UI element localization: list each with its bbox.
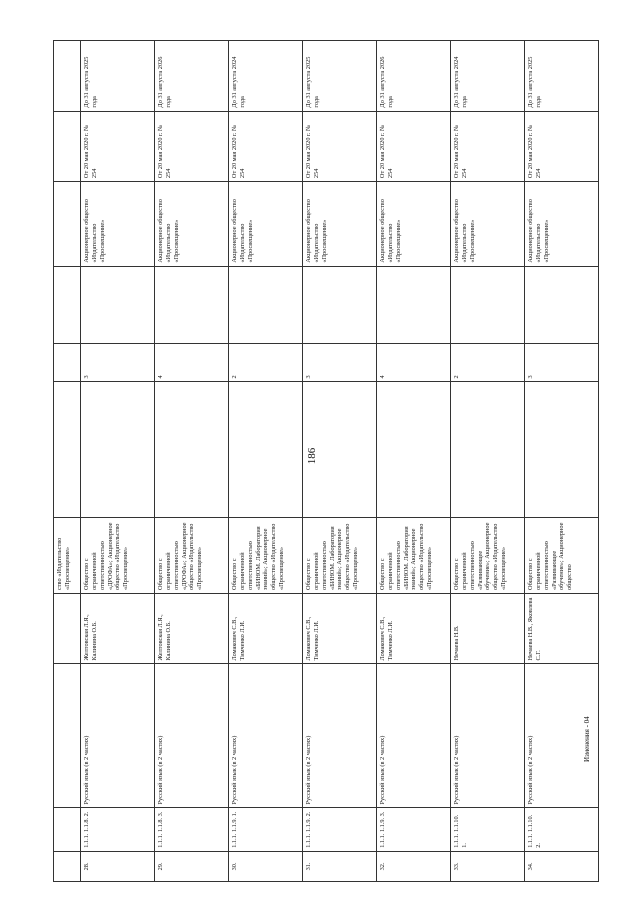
row-number: 33. <box>451 851 525 881</box>
row-authors: Желтовская Л.Я., Калинина О.Б. <box>81 593 155 664</box>
row-publisher: Общество с ограниченной ответственностью «ДРОФА»; Акционерное общество «Издательство «Просвещение» <box>155 518 229 594</box>
row-order: От 20 мая 2020 г. № 254 <box>155 111 229 182</box>
row-empty-cell <box>525 266 599 344</box>
row-empty-cell <box>81 266 155 344</box>
row-empty-cell <box>155 266 229 344</box>
row-legal-entity: Акционерное общество «Издательство «Просвещение» <box>525 182 599 267</box>
row-order: От 20 мая 2020 г. № 254 <box>229 111 303 182</box>
table-cell <box>54 344 81 382</box>
row-order: От 20 мая 2020 г. № 254 <box>377 111 451 182</box>
row-authors: Нечаева Н.В., Яковлева С.Г. <box>525 593 599 664</box>
row-code: 1.1.1. 1.1.10. 2. <box>525 808 599 851</box>
row-publisher: Общество с ограниченной ответственностью «Развивающее обучение»; Акционерное общество «Издательство «Просвещение» <box>451 518 525 594</box>
row-code: 1.1.1. 1.1.9. 2. <box>303 808 377 851</box>
table-row <box>303 41 377 882</box>
row-term: До 31 августа 2026 года <box>155 41 229 112</box>
row-number: 30. <box>229 851 303 881</box>
row-legal-entity: Акционерное общество «Издательство «Просвещение» <box>155 182 229 267</box>
table-row <box>377 41 451 882</box>
row-code: 1.1.1. 1.1.9. 3. <box>377 808 451 851</box>
row-grade: 4 <box>377 344 451 382</box>
row-number: 28. <box>81 851 155 881</box>
row-title: Русский язык (в 2 частях) <box>303 664 377 808</box>
table-row <box>155 41 229 882</box>
table-row <box>451 41 525 882</box>
table-cell <box>54 518 81 594</box>
row-order: От 20 мая 2020 г. № 254 <box>303 111 377 182</box>
row-grade: 3 <box>303 344 377 382</box>
row-empty-cell <box>377 266 451 344</box>
row-empty-cell <box>229 382 303 518</box>
row-grade: 2 <box>229 344 303 382</box>
table-cell <box>54 41 81 112</box>
row-grade: 3 <box>81 344 155 382</box>
row-grade: 2 <box>451 344 525 382</box>
row-legal-entity: Акционерное общество «Издательство «Просвещение» <box>81 182 155 267</box>
row-empty-cell <box>377 382 451 518</box>
row-term: До 31 августа 2024 года <box>451 41 525 112</box>
row-grade: 4 <box>155 344 229 382</box>
row-number: 34. <box>525 851 599 881</box>
row-code: 1.1.1. 1.1.9. 1. <box>229 808 303 851</box>
row-legal-entity: Акционерное общество «Издательство «Просвещение» <box>303 182 377 267</box>
row-empty-cell <box>155 382 229 518</box>
row-code: 1.1.1. 1.1.8. 2. <box>81 808 155 851</box>
row-code: 1.1.1. 1.1.10. 1. <box>451 808 525 851</box>
footer-label: Изменения - 04 <box>583 716 591 762</box>
rotated-table <box>53 40 589 882</box>
row-title: Русский язык (в 2 частях) <box>155 664 229 808</box>
row-publisher: Общество с ограниченной ответственностью «Развивающее обучение»; Акционерное общество <box>525 518 599 594</box>
row-term: До 31 августа 2025 года <box>81 41 155 112</box>
row-authors: Ломакович С.В., Тимченко Л.И. <box>303 593 377 664</box>
table-row <box>81 41 155 882</box>
page-number: 186 <box>306 447 318 465</box>
table-header-row <box>54 41 81 882</box>
row-grade: 3 <box>525 344 599 382</box>
row-title: Русский язык (в 2 частях) <box>229 664 303 808</box>
table-cell <box>54 851 81 881</box>
row-title: Русский язык (в 2 частях) <box>451 664 525 808</box>
row-authors: Нечаева Н.В. <box>451 593 525 664</box>
row-number: 29. <box>155 851 229 881</box>
row-title: Русский язык (в 2 частях) <box>525 664 599 808</box>
table-cell <box>54 266 81 344</box>
row-empty-cell <box>81 382 155 518</box>
row-order: От 20 мая 2020 г. № 254 <box>451 111 525 182</box>
row-empty-cell <box>229 266 303 344</box>
row-title: Русский язык (в 2 частях) <box>81 664 155 808</box>
row-legal-entity: Акционерное общество «Издательство «Просвещение» <box>229 182 303 267</box>
row-authors: Ломакович С.В., Тимченко Л.И. <box>229 593 303 664</box>
table-cell <box>54 182 81 267</box>
row-empty-cell <box>303 266 377 344</box>
row-empty-cell <box>451 266 525 344</box>
row-number: 32. <box>377 851 451 881</box>
row-authors: Желтовская Л.Я., Калинина О.Б. <box>155 593 229 664</box>
row-publisher: Общество с ограниченной ответственностью «БИНОМ. Лаборатория знаний»; Акционерное общество «Издательство «Просвещение» <box>303 518 377 594</box>
row-publisher: Общество с ограниченной ответственностью «ДРОФА»; Акционерное общество «Издательство «Просвещение» <box>81 518 155 594</box>
row-term: До 31 августа 2026 года <box>377 41 451 112</box>
row-order: От 20 мая 2020 г. № 254 <box>81 111 155 182</box>
row-title: Русский язык (в 2 частях) <box>377 664 451 808</box>
table-cell <box>54 808 81 851</box>
row-term: До 31 августа 2025 года <box>525 41 599 112</box>
table-cell <box>54 382 81 518</box>
table-cell <box>54 111 81 182</box>
header-publisher: ство «Издательство «Просвещение» <box>56 537 71 590</box>
row-authors: Ломакович С.В., Тимченко Л.И. <box>377 593 451 664</box>
row-term: До 31 августа 2024 года <box>229 41 303 112</box>
row-empty-cell <box>525 382 599 518</box>
table-cell <box>54 593 81 664</box>
textbook-table <box>53 40 599 882</box>
row-code: 1.1.1. 1.1.8. 3. <box>155 808 229 851</box>
row-legal-entity: Акционерное общество «Издательство «Просвещение» <box>451 182 525 267</box>
row-order: От 20 мая 2020 г. № 254 <box>525 111 599 182</box>
row-term: До 31 августа 2025 года <box>303 41 377 112</box>
table-cell <box>54 664 81 808</box>
row-empty-cell <box>451 382 525 518</box>
table-row <box>229 41 303 882</box>
table-row <box>525 41 599 882</box>
row-legal-entity: Акционерное общество «Издательство «Просвещение» <box>377 182 451 267</box>
row-number: 31. <box>303 851 377 881</box>
row-empty-cell <box>303 382 377 518</box>
row-publisher: Общество с ограниченной ответственностью «БИНОМ. Лаборатория знаний»; Акционерное общество «Издательство «Просвещение» <box>229 518 303 594</box>
row-publisher: Общество с ограниченной ответственностью «БИНОМ. Лаборатория знаний»; Акционерное общество «Издательство «Просвещение» <box>377 518 451 594</box>
